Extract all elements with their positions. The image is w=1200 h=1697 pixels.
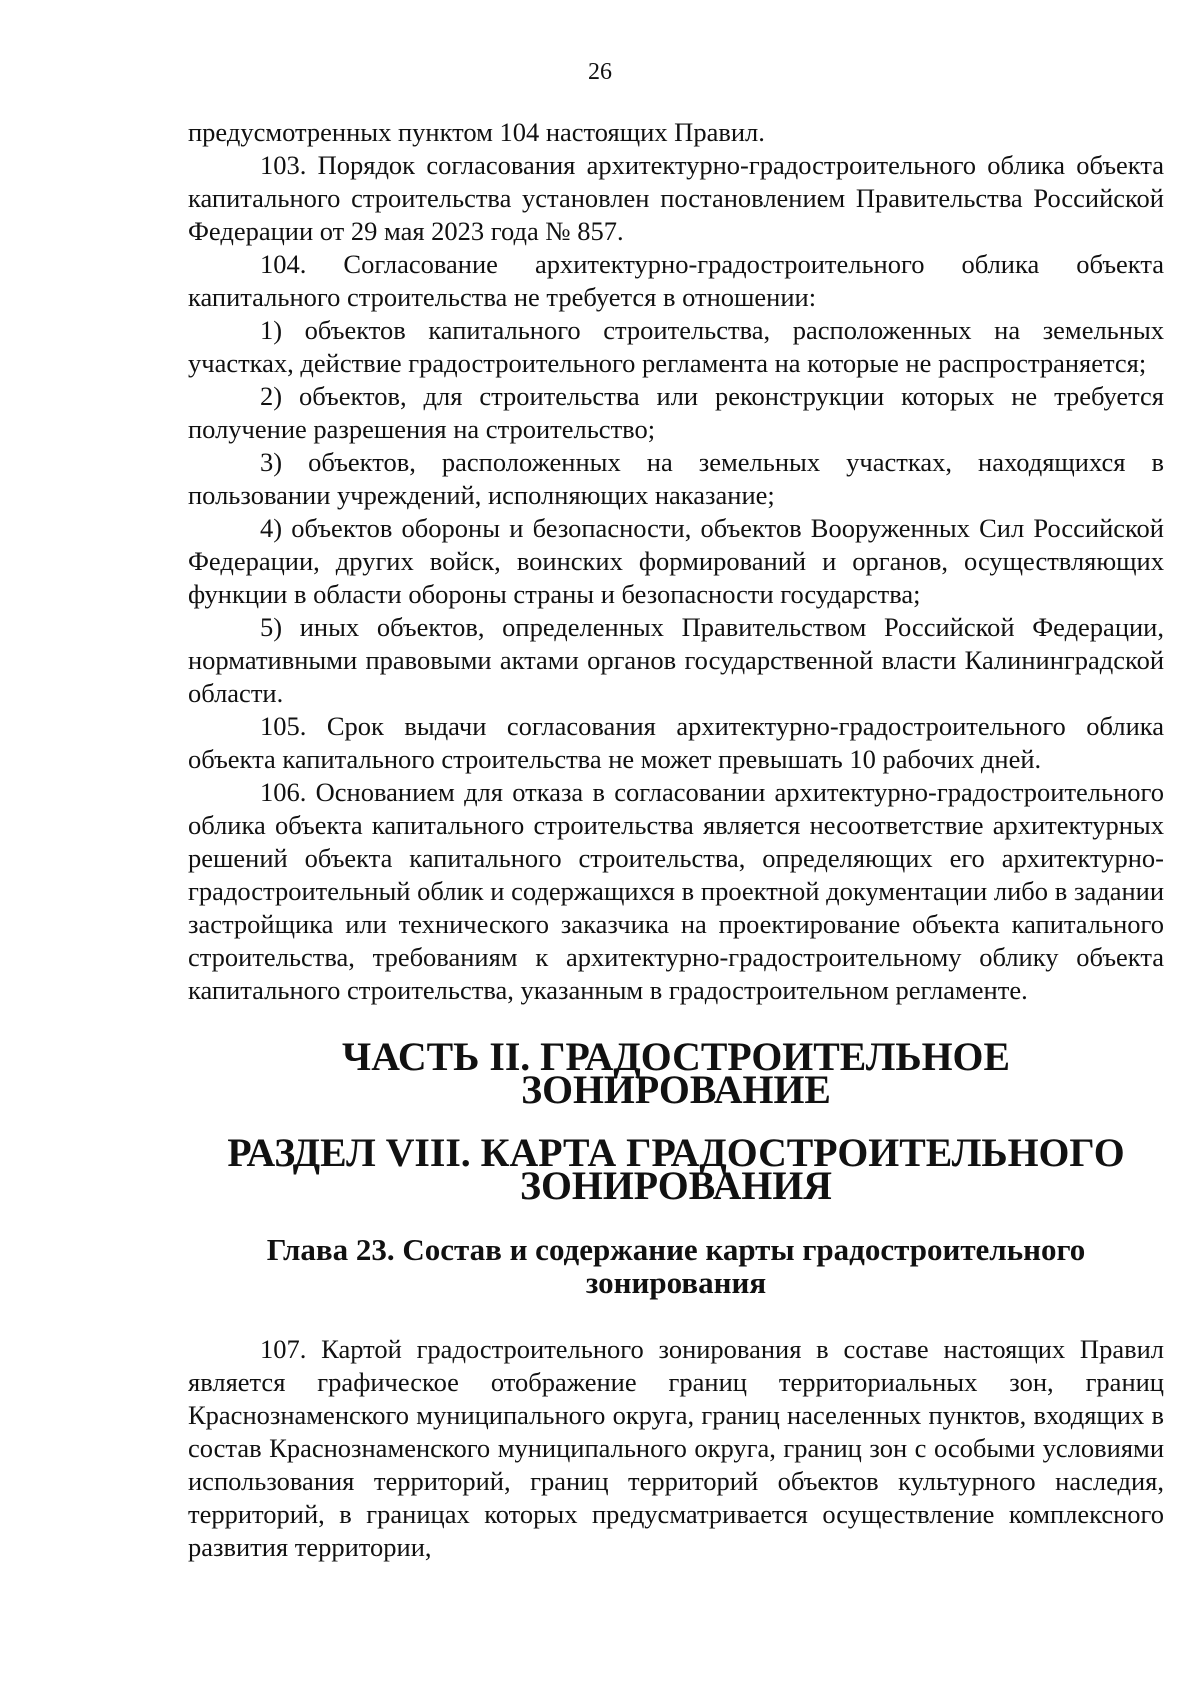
list-item-4: 4) объектов обороны и безопасности, объектов Вооруженных Сил Российской Федерации, других войск, воинских формирований и органов, осуществляющих функции в области обороны страны и безопасности государства; — [188, 513, 1164, 609]
paragraph-107: 107. Картой градостроительного зонирования в составе настоящих Правил является графическое отображение границ территориальных зон, границ Краснознаменского муниципального округа, границ населенных пунктов, входящих в состав Краснознаменского муниципального округа, границ зон с особыми условиями использования территорий, границ территорий объектов культурного наследия, территорий, в границах которых предусматривается осуществление комплексного развития территории, — [188, 1334, 1164, 1562]
paragraph-103: 103. Порядок согласования архитектурно-градостроительного облика объекта капитального строительства установлен постановлением Правительства Российской Федерации от 29 мая 2023 года № 857. — [188, 150, 1164, 246]
chapter-heading: Глава 23. Состав и содержание карты градостроительного зонирования — [266, 1232, 1086, 1300]
section-heading: РАЗДЕЛ VIII. КАРТА ГРАДОСТРОИТЕЛЬНОГО ЗОНИРОВАНИЯ — [227, 1131, 1125, 1208]
list-item-2: 2) объектов, для строительства или реконструкции которых не требуется получение разрешения на строительство; — [188, 381, 1164, 444]
list-item-3: 3) объектов, расположенных на земельных участках, находящихся в пользовании учреждений, исполняющих наказание; — [188, 447, 1164, 510]
paragraph-106: 106. Основанием для отказа в согласовании архитектурно-градостроительного облика объекта капитального строительства является несоответствие архитектурных решений объекта капитального строительства, определяющих его архитектурно-градостроительный облик и содержащихся в проектной документации либо в задании застройщика или технического заказчика на проектирование объекта капитального строительства, требованиям к архитектурно-градостроительному облику объекта капитального строительства, указанным в градостроительном регламенте. — [188, 777, 1164, 1005]
list-item-1: 1) объектов капитального строительства, расположенных на земельных участках, действие градостроительного регламента на которые не распространяется; — [188, 315, 1164, 378]
page-number: 26 — [588, 59, 612, 85]
paragraph-104: 104. Согласование архитектурно-градостроительного облика объекта капитального строительства не требуется в отношении: — [188, 249, 1164, 312]
document-body — [188, 116, 1164, 1564]
list-item-5: 5) иных объектов, определенных Правительством Российской Федерации, нормативными правовыми актами органов государственной власти Калининградской области. — [188, 612, 1164, 708]
paragraph-105: 105. Срок выдачи согласования архитектурно-градостроительного облика объекта капитального строительства не может превышать 10 рабочих дней. — [188, 711, 1164, 774]
paragraph-continuation: предусмотренных пунктом 104 настоящих Правил. — [188, 117, 765, 147]
part-heading: ЧАСТЬ II. ГРАДОСТРОИТЕЛЬНОЕ ЗОНИРОВАНИЕ — [342, 1035, 1010, 1112]
